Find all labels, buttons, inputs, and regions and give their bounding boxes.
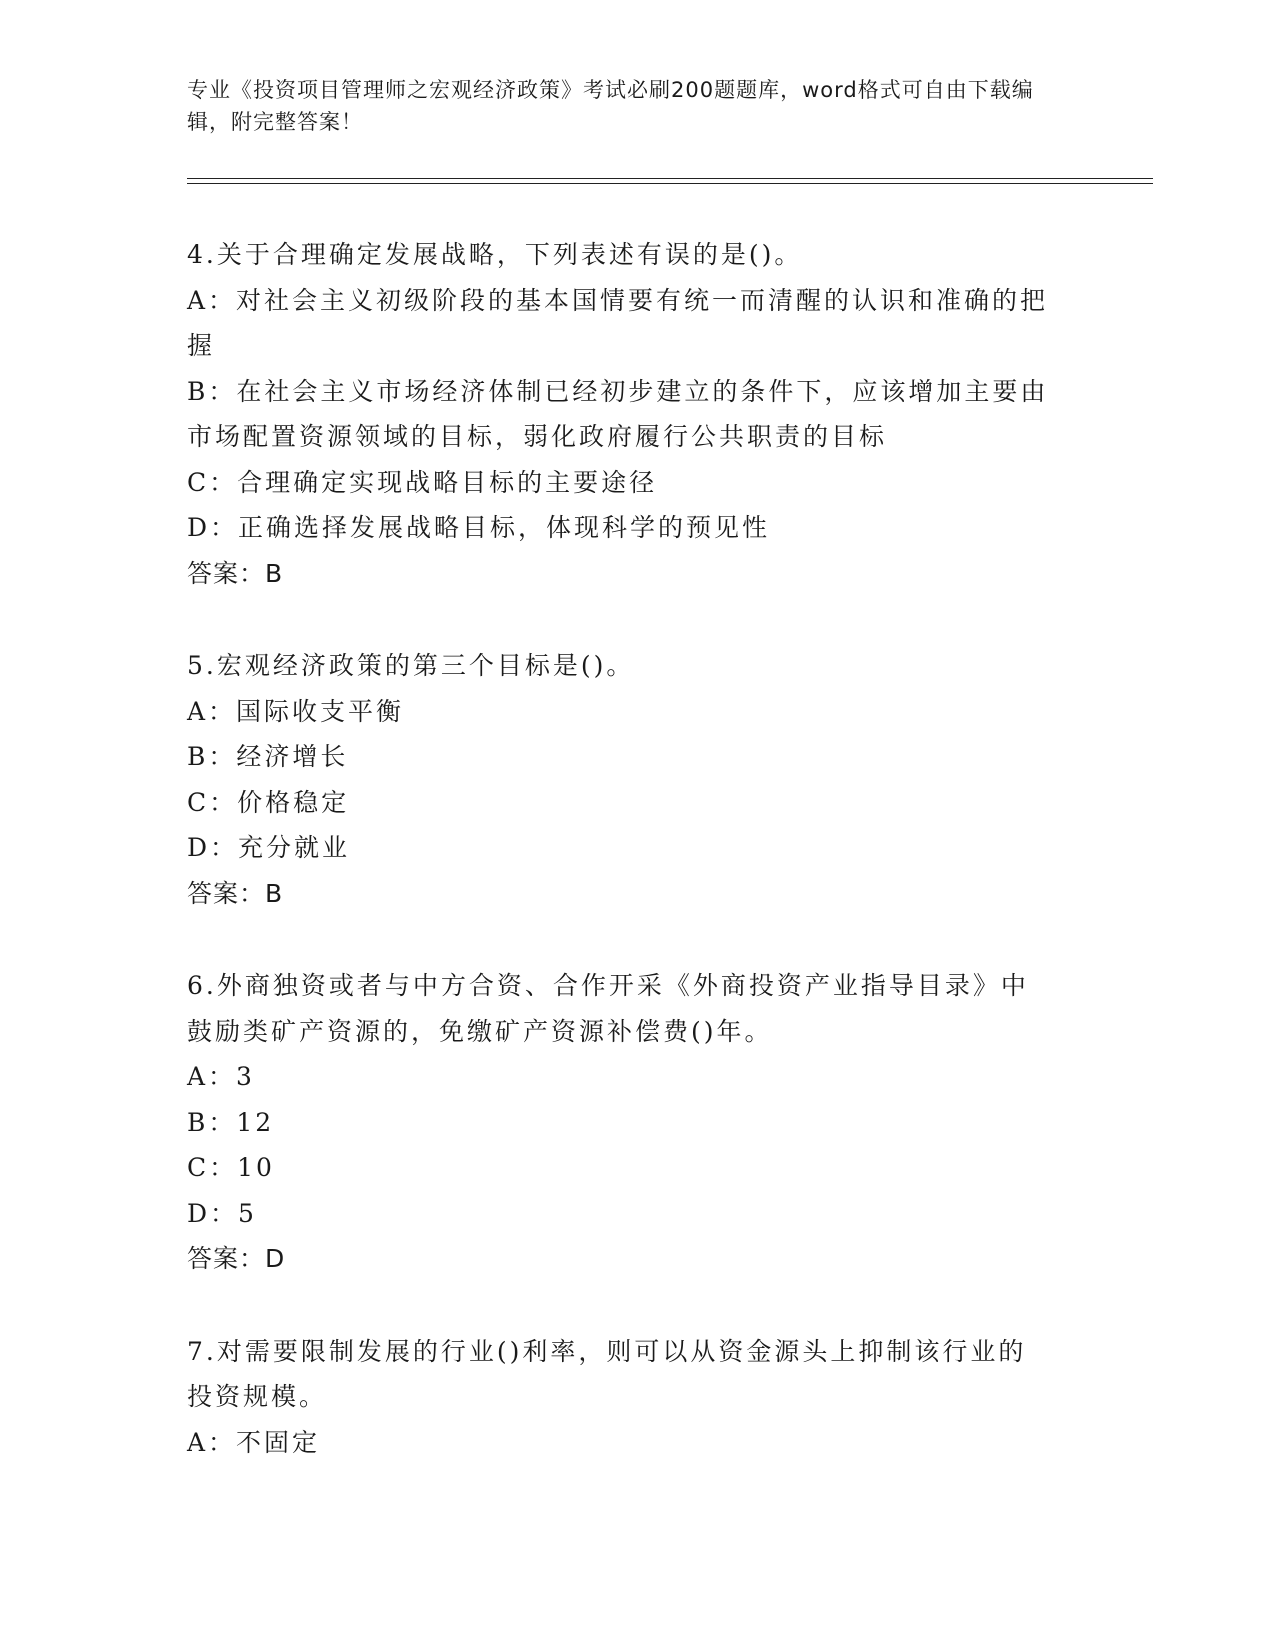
option-d: D：正确选择发展战略目标，体现科学的预见性 [187,513,771,542]
option-a: A：不固定 [187,1427,321,1457]
option-d: D：5 [187,1198,257,1228]
option-c: C：10 [187,1153,275,1182]
header-divider [187,178,1153,184]
option-a: A：3 [187,1062,255,1091]
answer-label: 答案：B [187,558,284,588]
question-stem: 7.对需要限制发展的行业()利率，则可以从资金源头上抑制该行业的 [187,1336,1027,1366]
option-d: D：充分就业 [187,833,351,862]
option-b [187,369,1087,460]
question-7 [187,1329,1087,1466]
option-c: C：合理确定实现战略目标的主要途径 [187,467,658,497]
answer-label: 答案：B [187,878,284,908]
option-line: B：在社会主义市场经济体制已经初步建立的条件下，应该增加主要由 [187,376,1049,406]
question-stem: 4.关于合理确定发展战略，下列表述有误的是()。 [187,240,803,269]
answer-label: 答案：D [187,1244,286,1273]
question-5 [187,643,1087,916]
document-header: 专业《投资项目管理师之宏观经济政策》考试必刷200题题库，word格式可自由下载编辑，附完整答案！ [187,78,1034,134]
question-stem: 5.宏观经济政策的第三个目标是()。 [187,651,635,680]
question-list [187,232,1087,1512]
option-b: B：经济增长 [187,742,349,771]
option-a: A：国际收支平衡 [187,696,405,726]
option-line: 市场配置资源领域的目标，弱化政府履行公共职责的目标 [187,422,888,451]
option-b: B：12 [187,1107,275,1137]
option-line: 握 [187,331,216,360]
option-line: A：对社会主义初级阶段的基本国情要有统一而清醒的认识和准确的把 [187,285,1049,315]
question-stem: 6.外商独资或者与中方合资、合作开采《外商投资产业指导目录》中 [187,971,1029,1000]
question-stem: 投资规模。 [187,1382,328,1411]
question-6 [187,963,1087,1282]
option-a [187,278,1087,369]
question-stem: 鼓励类矿产资源的，免缴矿产资源补偿费()年。 [187,1016,773,1046]
question-4 [187,232,1087,596]
option-c: C：价格稳定 [187,787,350,817]
